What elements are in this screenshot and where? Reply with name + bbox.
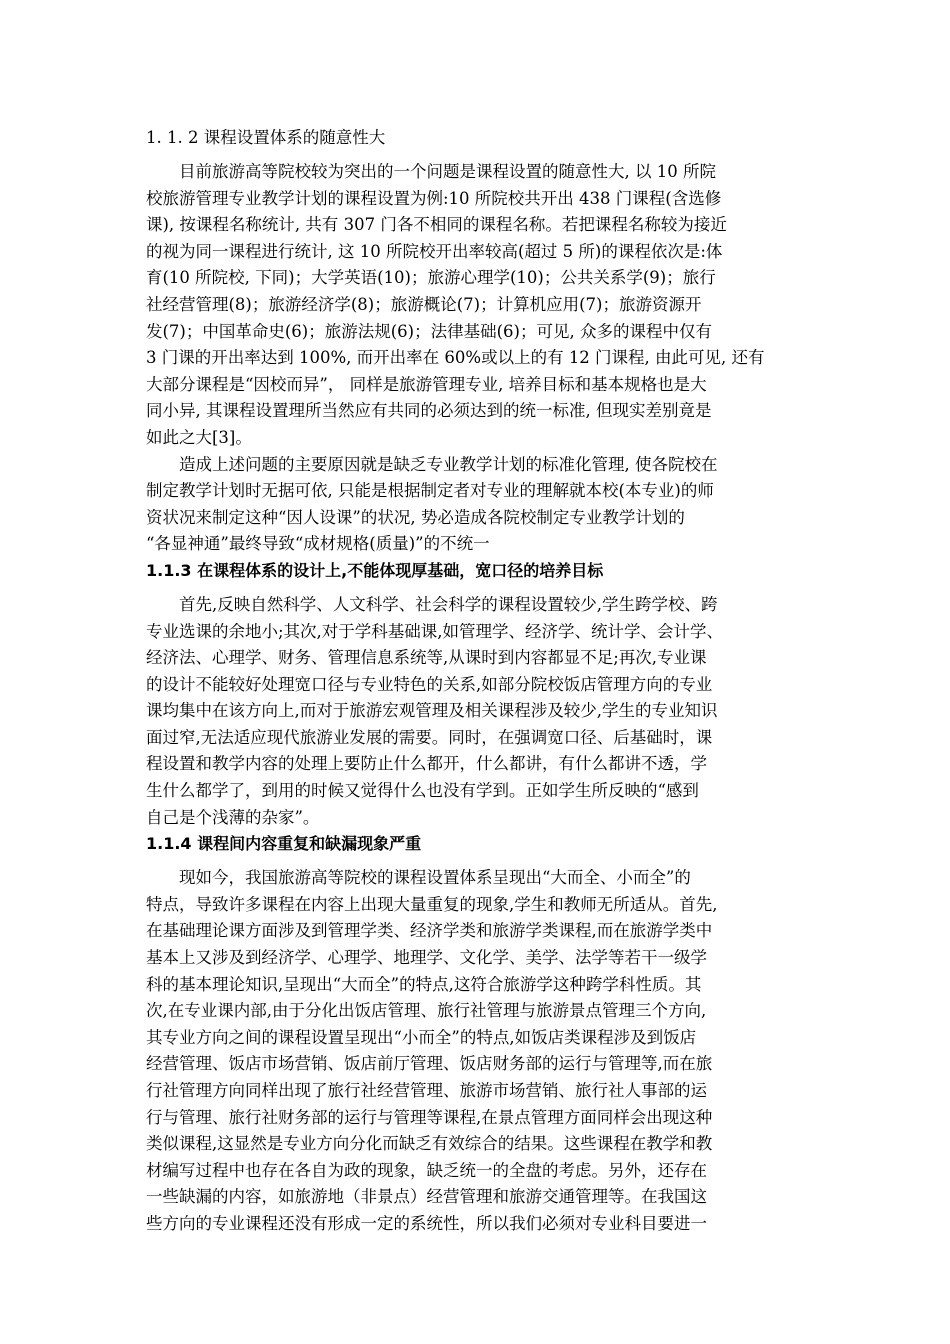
text-line: 现如今，我国旅游高等院校的课程设置体系呈现出“大而全、小而全”的 xyxy=(179,868,691,888)
text-line: 资状况来制定这种“因人设课”的状况, 势必造成各院校制定专业教学计划的 xyxy=(146,507,685,527)
text-line: 次,在专业课内部,由于分化出饭店管理、旅行社管理与旅游景点管理三个方向, xyxy=(146,1001,707,1021)
text-line: 基本上又涉及到经济学、心理学、地理学、文化学、美学、法学等若干一级学 xyxy=(146,948,707,968)
text-line: 大部分课程是“因校而异”， 同样是旅游管理专业, 培养目标和基本规格也是大 xyxy=(146,374,707,394)
text-line: 行社管理方向同样出现了旅行社经营管理、旅游市场营销、旅行社人事部的运 xyxy=(146,1081,707,1100)
text-line: 程设置和教学内容的处理上要防止什么都开，什么都讲，有什么都讲不透，学 xyxy=(146,754,707,774)
paragraph xyxy=(146,452,808,558)
text-line: 在基础理论课方面涉及到管理学类、经济学类和旅游学类课程,而在旅游学类中 xyxy=(146,921,713,941)
text-line: 面过窄,无法适应现代旅游业发展的需要。同时，在强调宽口径、后基础时，课 xyxy=(146,727,713,747)
text-line: 如此之大[3]。 xyxy=(146,427,252,447)
text-line: 造成上述问题的主要原因就是缺乏专业教学计划的标准化管理, 使各院校在 xyxy=(179,454,718,474)
document-page xyxy=(146,125,808,1238)
text-line: 科的基本理论知识,呈现出“大而全”的特点,这符合旅游学这种跨学科性质。其 xyxy=(146,974,702,994)
paragraph xyxy=(146,159,808,452)
text-line: 制定教学计划时无据可依, 只能是根据制定者对专业的理解就本校(本专业)的师 xyxy=(146,481,714,501)
text-line: 的视为同一课程进行统计, 这 10 所院校开出率较高(超过 5 所)的课程依次是:体 xyxy=(146,241,723,261)
section-heading: 1. 1. 2 课程设置体系的随意性大 xyxy=(146,128,386,147)
text-line: 育(10 所院校, 下同)；大学英语(10)；旅游心理学(10)；公共关系学(9)；旅行 xyxy=(146,268,716,288)
text-line: 的设计不能较好处理宽口径与专业特色的关系,如部分院校饭店管理方向的专业 xyxy=(146,674,713,694)
text-line: 校旅游管理专业教学计划的课程设置为例:10 所院校共开出 438 门课程(含选修 xyxy=(146,188,722,208)
text-line: 首先,反映自然科学、人文科学、社会科学的课程设置较少,学生跨学校、跨 xyxy=(179,594,718,614)
paragraph xyxy=(146,865,808,1237)
text-line: 经营管理、饭店市场营销、饭店前厅管理、饭店财务部的运行与管理等,而在旅 xyxy=(146,1054,713,1074)
text-line: 课), 按课程名称统计, 共有 307 门各不相同的课程名称。若把课程名称较为接近 xyxy=(146,215,727,235)
text-line: 课均集中在该方向上,而对于旅游宏观管理及相关课程涉及较少,学生的专业知识 xyxy=(146,701,718,721)
text-line: 生什么都学了，到用的时候又觉得什么也没有学到。正如学生所反映的“感到 xyxy=(146,781,699,801)
text-line: 其专业方向之间的课程设置呈现出“小而全”的特点,如饭店类课程涉及到饭店 xyxy=(146,1027,697,1047)
text-line: 一些缺漏的内容，如旅游地（非景点）经营管理和旅游交通管理等。在我国这 xyxy=(146,1187,707,1207)
text-line: 社经营管理(8)；旅游经济学(8)；旅游概论(7)；计算机应用(7)；旅游资源开 xyxy=(146,294,702,314)
section-heading: 1.1.3 在课程体系的设计上,不能体现厚基础，宽口径的培养目标 xyxy=(146,560,604,580)
text-line: 同小异, 其课程设置理所当然应有共同的必须达到的统一标准, 但现实差别竟是 xyxy=(146,401,712,421)
text-line: 特点，导致许多课程在内容上出现大量重复的现象,学生和教师无所适从。首先, xyxy=(146,894,718,914)
text-line: 材编写过程中也存在各自为政的现象，缺乏统一的全盘的考虑。另外，还存在 xyxy=(146,1160,707,1180)
text-line: 行与管理、旅行社财务部的运行与管理等课程,在景点管理方面同样会出现这种 xyxy=(146,1107,713,1127)
section-1-1-2 xyxy=(146,125,808,558)
section-1-1-3 xyxy=(146,558,808,831)
paragraph xyxy=(146,592,808,831)
text-line: 专业选课的余地小;其次,对于学科基础课,如管理学、经济学、统计学、会计学、 xyxy=(146,621,724,641)
text-line: 3 门课的开出率达到 100%, 而开出率在 60%或以上的有 12 门课程, 由此可见, 还有 xyxy=(146,348,765,368)
text-line: “各显神通”最终导致“成材规格(质量)”的不统一 xyxy=(146,534,490,554)
text-line: 类似课程,这显然是专业方向分化而缺乏有效综合的结果。这些课程在教学和教 xyxy=(146,1134,713,1154)
text-line: 自己是个浅薄的杂家”。 xyxy=(146,807,320,827)
text-line: 经济法、心理学、财务、管理信息系统等,从课时到内容都显不足;再次,专业课 xyxy=(146,648,707,668)
text-line: 发(7)；中国革命史(6)；旅游法规(6)；法律基础(6)；可见, 众多的课程中仅有 xyxy=(146,321,712,341)
section-heading: 1.1.4 课程间内容重复和缺漏现象严重 xyxy=(146,834,422,854)
section-1-1-4 xyxy=(146,831,808,1237)
text-line: 目前旅游高等院校较为突出的一个问题是课程设置的随意性大, 以 10 所院 xyxy=(179,162,716,181)
text-line: 些方向的专业课程还没有形成一定的系统性，所以我们必须对专业科目要进一 xyxy=(146,1213,707,1233)
